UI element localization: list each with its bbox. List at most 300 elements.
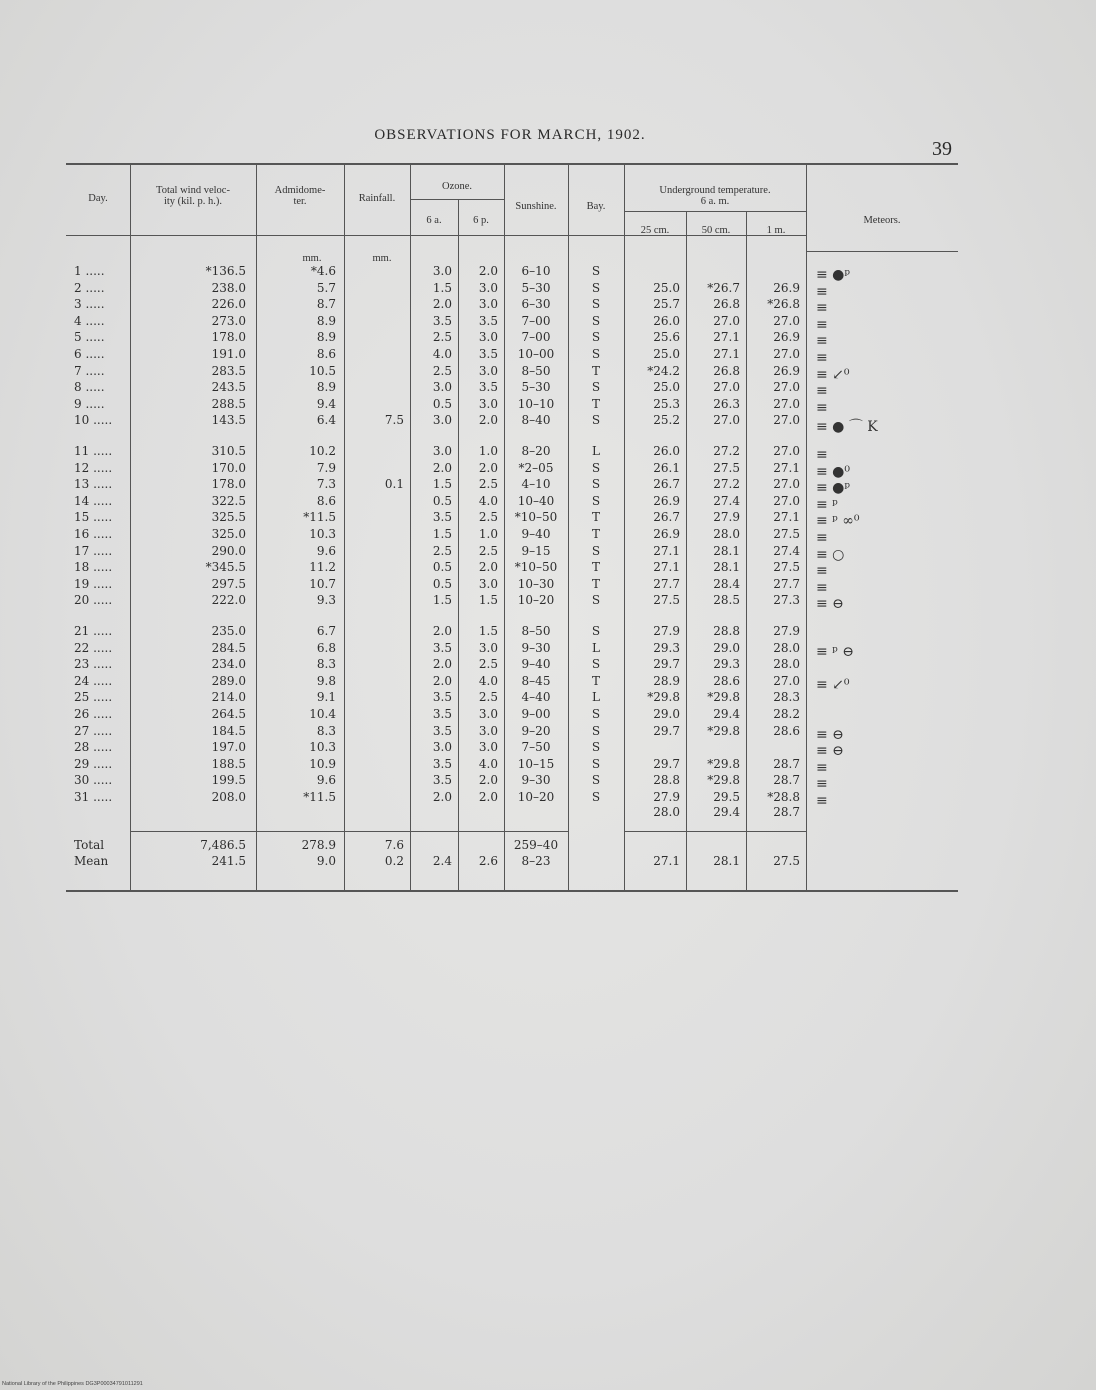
meteor-symbol: ≡ ● ⌒ K xyxy=(816,419,878,436)
wind-cell: 325.5 xyxy=(211,510,246,525)
sunshine-cell: *10–50 xyxy=(514,510,558,525)
rain-cell: 0.1 xyxy=(384,477,404,492)
bay-cell: S xyxy=(591,657,601,672)
ug-50-cell: 28.4 xyxy=(713,576,740,591)
bay-cell: S xyxy=(591,790,601,804)
day-cell: 23 ..... xyxy=(74,657,113,672)
meteor-symbol: ≡ xyxy=(816,447,828,463)
sunshine-cell: 8–50 xyxy=(521,363,551,378)
ug-1m-cell: 27.1 xyxy=(773,510,800,525)
bay-cell: S xyxy=(591,380,601,395)
meteor-symbol: ≡ xyxy=(816,776,828,793)
admid-cell: 8.9 xyxy=(316,380,336,395)
admid-cell: 9.4 xyxy=(316,396,336,411)
header-admid-1: Admidome- xyxy=(274,185,326,196)
ug-50-cell: 29.5 xyxy=(713,790,740,804)
meteor-symbol: ≡ ⊖ xyxy=(816,726,844,743)
admid-cell: *11.5 xyxy=(303,790,336,804)
admid-cell: 9.6 xyxy=(316,773,336,788)
ug-50-cell: 27.2 xyxy=(713,444,740,458)
ozone-6a-cell: 2.5 xyxy=(432,363,452,378)
ug-50-cell: 27.0 xyxy=(713,413,740,428)
sunshine-cell: 7–00 xyxy=(521,330,551,345)
ug-25-cell: *24.2 xyxy=(647,363,680,378)
ozone-6a-cell: 3.5 xyxy=(432,773,452,788)
admid-cell: 10.9 xyxy=(309,756,336,771)
ozone-6a-cell: 1.5 xyxy=(432,280,452,295)
page-title: OBSERVATIONS FOR MARCH, 1902. xyxy=(374,127,646,143)
admid-cell: *11.5 xyxy=(303,510,336,525)
ozone-6p-cell: 2.5 xyxy=(478,657,498,672)
ozone-6a-cell: 2.0 xyxy=(432,790,452,804)
ozone-6a-cell: 0.5 xyxy=(432,493,452,508)
meteor-symbol: ≡ xyxy=(816,333,828,350)
day-cell: 10 ..... xyxy=(74,413,113,428)
ug-1m-cell: 28.6 xyxy=(773,723,800,738)
wind-cell: 235.0 xyxy=(211,624,246,638)
vrule-11 xyxy=(806,163,807,890)
day-cell: 30 ..... xyxy=(74,773,113,788)
unit-admid: mm. xyxy=(302,253,322,264)
ozone-6p-cell: 2.5 xyxy=(478,543,498,558)
day-cell: 14 ..... xyxy=(74,493,113,508)
ug-50-cell: 26.8 xyxy=(713,297,740,312)
bay-cell: S xyxy=(591,593,601,608)
sunshine-cell: 9–00 xyxy=(521,707,551,721)
meteor-symbol: ≡ xyxy=(816,530,828,546)
sunshine-cell: 7–50 xyxy=(521,740,551,755)
ug-1m-cell: *26.8 xyxy=(767,297,800,312)
ug-1m-cell: 26.9 xyxy=(773,280,800,295)
meteor-symbol: ≡ ○ xyxy=(816,546,845,563)
bay-cell: T xyxy=(591,396,600,411)
wind-cell: 283.5 xyxy=(211,363,246,378)
sunshine-cell: 9–30 xyxy=(521,773,551,788)
ug-50-cell: 27.9 xyxy=(713,510,740,525)
ozone-6a-cell: 0.5 xyxy=(432,396,452,411)
ug-50-cell: 28.8 xyxy=(713,624,740,638)
bay-cell: T xyxy=(591,510,600,525)
wind-cell: 243.5 xyxy=(211,380,246,395)
wind-cell: 322.5 xyxy=(211,493,246,508)
ug-50-cell: 26.3 xyxy=(713,396,740,411)
ug-1m-cell: 27.0 xyxy=(773,313,800,328)
sunshine-cell: 6–30 xyxy=(521,297,551,312)
vrule-3 xyxy=(344,163,345,890)
mean-rain: 0.2 xyxy=(384,854,404,868)
ozone-6p-cell: 2.0 xyxy=(478,773,498,788)
wind-cell: 264.5 xyxy=(211,707,246,721)
wind-cell: 208.0 xyxy=(211,790,246,804)
header-day: Day. xyxy=(88,193,108,204)
sunshine-cell: *10–50 xyxy=(514,560,558,575)
ozone-6p-cell: 1.0 xyxy=(478,444,498,458)
mean-ug-25: 27.1 xyxy=(653,854,680,868)
bay-cell: T xyxy=(591,560,600,575)
ug-50-cell: 27.5 xyxy=(713,460,740,475)
rule-total xyxy=(130,831,568,832)
sunshine-cell: 10–30 xyxy=(517,576,555,591)
ozone-6a-cell: 2.0 xyxy=(432,673,452,688)
meteor-symbol: ≡ ↙⁰ xyxy=(816,366,850,383)
meteor-symbol: ≡ xyxy=(816,383,828,400)
ozone-6p-cell: 2.0 xyxy=(478,413,498,428)
wind-cell: 297.5 xyxy=(211,576,246,591)
ug-1m-cell: 28.0 xyxy=(773,640,800,655)
sunshine-cell: 9–40 xyxy=(521,657,551,672)
mean-ozone-6p: 2.6 xyxy=(478,854,498,868)
ozone-6a-cell: 3.5 xyxy=(432,723,452,738)
meteor-symbol: ≡ ↙⁰ xyxy=(816,676,850,693)
wind-cell: 234.0 xyxy=(211,657,246,672)
ozone-6a-cell: 3.5 xyxy=(432,313,452,328)
ozone-6p-cell: 3.5 xyxy=(478,347,498,361)
ug-50-cell: 29.4 xyxy=(713,805,740,819)
ozone-6a-cell: 3.5 xyxy=(432,707,452,721)
ug-50-cell: *29.8 xyxy=(707,723,740,738)
header-rainfall: Rainfall. xyxy=(358,193,396,204)
mean-ozone-6a: 2.4 xyxy=(432,854,452,868)
ug-50-cell: 29.0 xyxy=(713,640,740,655)
bay-cell: S xyxy=(591,280,601,295)
admid-cell: 5.7 xyxy=(316,280,336,295)
ug-1m-cell: 28.0 xyxy=(773,657,800,672)
ozone-6a-cell: 2.0 xyxy=(432,460,452,475)
day-cell: 22 ..... xyxy=(74,640,113,655)
admid-cell: *4.6 xyxy=(310,264,336,278)
header-admid-2: ter. xyxy=(293,196,307,207)
sunshine-cell: 9–40 xyxy=(521,527,551,541)
wind-cell: 170.0 xyxy=(211,460,246,475)
meteor-symbol: ≡ xyxy=(816,316,828,333)
bay-cell: S xyxy=(591,624,601,638)
header-wind-2: ity (kil. p. h.). xyxy=(163,196,223,207)
day-cell: 12 ..... xyxy=(74,460,113,475)
ozone-6a-cell: 0.5 xyxy=(432,560,452,575)
meteor-symbol: ≡ ●⁰ xyxy=(816,463,851,480)
ug-1m-cell: 28.2 xyxy=(773,707,800,721)
rule-ozone xyxy=(410,199,504,200)
admid-cell: 8.3 xyxy=(316,723,336,738)
footer-note: National Library of the Philippines DG3P00034791011291 xyxy=(2,1381,143,1387)
bay-cell: S xyxy=(591,477,601,492)
ozone-6a-cell: 3.0 xyxy=(432,413,452,428)
sunshine-cell: 10–40 xyxy=(517,493,555,508)
ozone-6p-cell: 2.5 xyxy=(478,477,498,492)
header-ug-25: 25 cm. xyxy=(640,225,670,236)
ozone-6a-cell: 4.0 xyxy=(432,347,452,361)
rule-top xyxy=(66,163,958,165)
rain-cell: 7.5 xyxy=(384,413,404,428)
ug-50-cell: *26.7 xyxy=(707,280,740,295)
ozone-6p-cell: 1.5 xyxy=(478,593,498,608)
admid-cell: 9.3 xyxy=(316,593,336,608)
ug-25-cell: 28.8 xyxy=(653,773,680,788)
ug-25-cell: 25.7 xyxy=(653,297,680,312)
day-cell: 16 ..... xyxy=(74,527,113,541)
wind-cell: 226.0 xyxy=(211,297,246,312)
ug-25-cell: 28.0 xyxy=(653,805,680,819)
admid-cell: 10.4 xyxy=(309,707,336,721)
ozone-6p-cell: 3.0 xyxy=(478,723,498,738)
day-cell: 15 ..... xyxy=(74,510,113,525)
admid-cell: 7.3 xyxy=(316,477,336,492)
ug-25-cell: 25.0 xyxy=(653,280,680,295)
ug-50-cell: *29.8 xyxy=(707,773,740,788)
ug-25-cell: 26.1 xyxy=(653,460,680,475)
rule-bottom xyxy=(66,890,958,892)
ug-25-cell: 25.6 xyxy=(653,330,680,345)
bay-cell: L xyxy=(592,444,600,458)
ozone-6p-cell: 3.5 xyxy=(478,313,498,328)
admid-cell: 10.3 xyxy=(309,740,336,755)
ug-25-cell: 26.9 xyxy=(653,527,680,541)
ug-50-cell: 27.4 xyxy=(713,493,740,508)
sunshine-cell: 5–30 xyxy=(521,280,551,295)
total-wind: 7,486.5 xyxy=(200,838,246,852)
sunshine-cell: 10–20 xyxy=(517,593,555,608)
wind-cell: 289.0 xyxy=(211,673,246,688)
wind-cell: 284.5 xyxy=(211,640,246,655)
ug-25-cell: 27.1 xyxy=(653,543,680,558)
ug-50-cell: 28.1 xyxy=(713,543,740,558)
wind-cell: *136.5 xyxy=(205,264,246,278)
wind-cell: 178.0 xyxy=(211,477,246,492)
admid-cell: 9.8 xyxy=(316,673,336,688)
bay-cell: T xyxy=(591,363,600,378)
bay-cell: S xyxy=(591,493,601,508)
wind-cell: 214.0 xyxy=(211,690,246,705)
ug-1m-cell: 27.5 xyxy=(773,560,800,575)
bay-cell: S xyxy=(591,740,601,755)
ozone-6p-cell: 4.0 xyxy=(478,756,498,771)
ug-1m-cell: 27.0 xyxy=(773,347,800,361)
bay-cell: S xyxy=(591,264,601,278)
admid-cell: 6.7 xyxy=(316,624,336,638)
meteor-symbol: ≡ xyxy=(816,579,828,596)
wind-cell: 288.5 xyxy=(211,396,246,411)
sunshine-cell: 9–30 xyxy=(521,640,551,655)
ug-25-cell: 26.9 xyxy=(653,493,680,508)
mean-ug-1m: 27.5 xyxy=(773,854,800,868)
admid-cell: 10.2 xyxy=(309,444,336,458)
ozone-6p-cell: 2.0 xyxy=(478,264,498,278)
meteor-symbol: ≡ xyxy=(816,399,828,416)
admid-cell: 9.1 xyxy=(316,690,336,705)
ug-50-cell: 27.0 xyxy=(713,313,740,328)
ug-50-cell: 28.0 xyxy=(713,527,740,541)
ozone-6a-cell: 2.0 xyxy=(432,624,452,638)
page-number: 39 xyxy=(932,138,952,160)
ug-1m-cell: 27.7 xyxy=(773,576,800,591)
wind-cell: 197.0 xyxy=(211,740,246,755)
bay-cell: S xyxy=(591,297,601,312)
ug-25-cell: 28.9 xyxy=(653,673,680,688)
ozone-6a-cell: 2.5 xyxy=(432,543,452,558)
ug-1m-cell: 27.0 xyxy=(773,477,800,492)
ozone-6p-cell: 2.5 xyxy=(478,690,498,705)
ozone-6a-cell: 3.0 xyxy=(432,740,452,755)
day-cell: 3 ..... xyxy=(74,297,105,312)
meteor-symbol: ≡ xyxy=(816,759,828,776)
bay-cell: T xyxy=(591,673,600,688)
day-cell: 20 ..... xyxy=(74,593,113,608)
ug-50-cell: 29.4 xyxy=(713,707,740,721)
admid-cell: 8.6 xyxy=(316,347,336,361)
meteor-symbol: ≡ ⊖ xyxy=(816,596,844,613)
ug-25-cell: 29.7 xyxy=(653,723,680,738)
ug-50-cell: *29.8 xyxy=(707,756,740,771)
ug-1m-cell: 28.7 xyxy=(773,756,800,771)
ug-25-cell: 25.0 xyxy=(653,380,680,395)
meteor-symbol: ≡ ᵖ ∞⁰ xyxy=(816,513,860,530)
header-ug-1m: 1 m. xyxy=(766,225,786,236)
sunshine-cell: 10–15 xyxy=(517,756,555,771)
bay-cell: S xyxy=(591,460,601,475)
ug-25-cell: 29.0 xyxy=(653,707,680,721)
header-sunshine: Sunshine. xyxy=(515,201,557,212)
ug-25-cell: 26.7 xyxy=(653,477,680,492)
header-wind-1: Total wind veloc- xyxy=(156,185,230,196)
ozone-6a-cell: 3.0 xyxy=(432,444,452,458)
wind-cell: 290.0 xyxy=(211,543,246,558)
ug-1m-cell: 27.0 xyxy=(773,396,800,411)
ozone-6p-cell: 3.0 xyxy=(478,396,498,411)
day-cell: 5 ..... xyxy=(74,330,105,345)
wind-cell: 184.5 xyxy=(211,723,246,738)
day-cell: 8 ..... xyxy=(74,380,105,395)
day-cell: 1 ..... xyxy=(74,264,105,278)
ug-50-cell: 27.2 xyxy=(713,477,740,492)
ug-1m-cell: 26.9 xyxy=(773,363,800,378)
total-sunshine: 259–40 xyxy=(513,838,559,852)
day-cell: 17 ..... xyxy=(74,543,113,558)
day-cell: 28 ..... xyxy=(74,740,113,755)
meteor-symbol: ≡ ●ᵖ xyxy=(816,267,850,283)
bay-cell: S xyxy=(591,707,601,721)
ug-50-cell: 29.3 xyxy=(713,657,740,672)
ozone-6p-cell: 3.5 xyxy=(478,380,498,395)
day-cell: 13 ..... xyxy=(74,477,113,492)
meteor-symbol: ≡ xyxy=(816,300,828,317)
rule-total-ug xyxy=(624,831,806,832)
ug-50-cell: 26.8 xyxy=(713,363,740,378)
wind-cell: 199.5 xyxy=(211,773,246,788)
ug-1m-cell: 28.7 xyxy=(773,805,800,819)
ozone-6a-cell: 3.0 xyxy=(432,380,452,395)
sunshine-cell: 4–10 xyxy=(521,477,551,492)
ug-1m-cell: 28.3 xyxy=(773,690,800,705)
ug-1m-cell: 27.0 xyxy=(773,413,800,428)
ozone-6p-cell: 4.0 xyxy=(478,673,498,688)
admid-cell: 8.7 xyxy=(316,297,336,312)
admid-cell: 8.9 xyxy=(316,330,336,345)
admid-cell: 10.7 xyxy=(309,576,336,591)
sunshine-cell: 8–50 xyxy=(521,624,551,638)
ug-1m-cell: 28.7 xyxy=(773,773,800,788)
ozone-6p-cell: 2.0 xyxy=(478,790,498,804)
bay-cell: L xyxy=(592,640,600,655)
ozone-6a-cell: 3.5 xyxy=(432,640,452,655)
ug-25-cell: 26.0 xyxy=(653,313,680,328)
unit-rainfall: mm. xyxy=(372,253,392,264)
meteor-symbol: ≡ ᵖ xyxy=(816,496,838,513)
bay-cell: S xyxy=(591,330,601,345)
sunshine-cell: 4–40 xyxy=(521,690,551,705)
day-cell: 25 ..... xyxy=(74,690,113,705)
ozone-6a-cell: 3.0 xyxy=(432,264,452,278)
wind-cell: *345.5 xyxy=(205,560,246,575)
bay-cell: S xyxy=(591,543,601,558)
ozone-6a-cell: 0.5 xyxy=(432,576,452,591)
bay-cell: L xyxy=(592,690,600,705)
day-cell: 9 ..... xyxy=(74,396,105,411)
sunshine-cell: 9–20 xyxy=(521,723,551,738)
observations-table xyxy=(66,163,958,893)
ozone-6p-cell: 3.0 xyxy=(478,576,498,591)
admid-cell: 8.6 xyxy=(316,493,336,508)
ozone-6a-cell: 3.5 xyxy=(432,510,452,525)
sunshine-cell: 8–45 xyxy=(521,673,551,688)
mean-ug-50: 28.1 xyxy=(713,854,740,868)
ug-1m-cell: 27.0 xyxy=(773,444,800,458)
ozone-6a-cell: 1.5 xyxy=(432,593,452,608)
wind-cell: 188.5 xyxy=(211,756,246,771)
sunshine-cell: 5–30 xyxy=(521,380,551,395)
ug-1m-cell: 26.9 xyxy=(773,330,800,345)
header-bay: Bay. xyxy=(586,201,606,212)
ug-1m-cell: 27.5 xyxy=(773,527,800,541)
wind-cell: 310.5 xyxy=(211,444,246,458)
ozone-6p-cell: 1.5 xyxy=(478,624,498,638)
ozone-6a-cell: 2.0 xyxy=(432,297,452,312)
sunshine-cell: 8–40 xyxy=(521,413,551,428)
ug-25-cell: 27.1 xyxy=(653,560,680,575)
ozone-6p-cell: 3.0 xyxy=(478,363,498,378)
day-cell: 18 ..... xyxy=(74,560,113,575)
sunshine-cell: 10–00 xyxy=(517,347,555,361)
day-cell: 24 ..... xyxy=(74,673,113,688)
ug-25-cell: 27.7 xyxy=(653,576,680,591)
ug-1m-cell: *28.8 xyxy=(767,790,800,804)
ug-50-cell: 28.1 xyxy=(713,560,740,575)
day-cell: 29 ..... xyxy=(74,756,113,771)
day-cell: 4 ..... xyxy=(74,313,105,328)
meteor-symbol: ≡ ⊖ xyxy=(816,743,844,760)
ug-1m-cell: 27.4 xyxy=(773,543,800,558)
bay-cell: S xyxy=(591,347,601,361)
mean-wind: 241.5 xyxy=(211,854,246,868)
admid-cell: 10.3 xyxy=(309,527,336,541)
day-cell: 2 ..... xyxy=(74,280,105,295)
ug-50-cell: 28.6 xyxy=(713,673,740,688)
ug-25-cell: 25.2 xyxy=(653,413,680,428)
wind-cell: 143.5 xyxy=(211,413,246,428)
meteor-symbol: ≡ ●ᵖ xyxy=(816,480,850,497)
day-cell: 26 ..... xyxy=(74,707,113,721)
ug-1m-cell: 27.0 xyxy=(773,380,800,395)
ug-25-cell: 26.7 xyxy=(653,510,680,525)
day-cell: 7 ..... xyxy=(74,363,105,378)
wind-cell: 191.0 xyxy=(211,347,246,361)
ozone-6p-cell: 2.0 xyxy=(478,560,498,575)
header-ug-50: 50 cm. xyxy=(701,225,731,236)
sunshine-cell: 10–10 xyxy=(517,396,555,411)
ozone-6a-cell: 3.5 xyxy=(432,690,452,705)
ug-1m-cell: 27.0 xyxy=(773,673,800,688)
ug-25-cell: 26.0 xyxy=(653,444,680,458)
ug-25-cell: 25.3 xyxy=(653,396,680,411)
